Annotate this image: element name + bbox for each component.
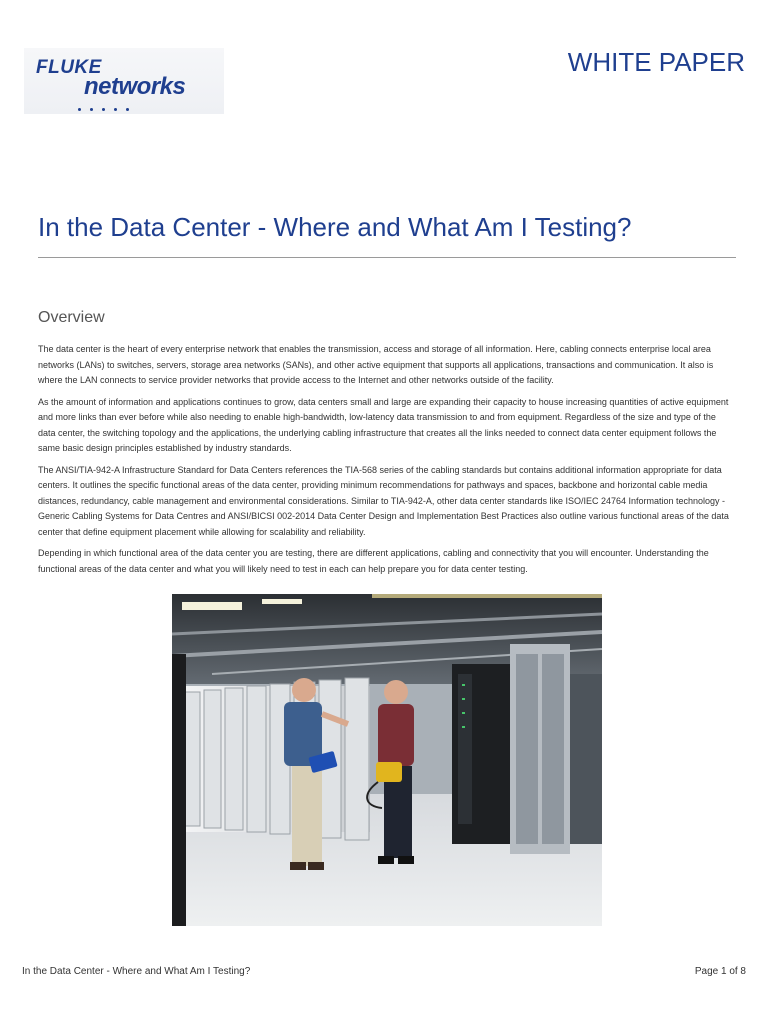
section-heading: Overview (38, 309, 105, 326)
page-number: Page 1 of 8 (694, 966, 746, 977)
paragraph: As the amount of information and applications continues to grow, data centers small and large are expanding their capacity to house increasing quantities of active equipment and more links than ever before while also needing to enable high-bandwidth, low-latency data transmission to and from equipment. Regardless of the size and type of the data center, the switching topology and the applications, the underlying cabling infrastructure that creates all the links needed to connect data center equipment follows the same basic design principles established by industry standards. (38, 396, 729, 453)
section-body (38, 342, 734, 583)
paragraph: Depending in which functional area of the data center you are testing, there are different applications, cabling and connectivity that you will encounter. Understanding the functional areas of the data center and what you will likely need to test in each can help prepare you for data center testing. (38, 548, 709, 574)
title-divider (38, 257, 736, 258)
document-type-label: WHITE PAPER (567, 47, 745, 77)
fluke-networks-logo (24, 48, 224, 114)
logo-sub-text: networks (84, 73, 186, 100)
logo-brand-text: FLUKE (36, 57, 102, 78)
logo-dots-icon (78, 98, 138, 116)
data-center-photo (172, 594, 602, 926)
footer-title: In the Data Center - Where and What Am I Testing? (22, 966, 251, 977)
paragraph: The ANSI/TIA-942-A Infrastructure Standard for Data Centers references the TIA-568 series of the cabling standards but contains additional information appropriate for data centers. It outlines the specific functional areas of the data center, providing minimum recommendations for pathways and spaces, backbone and horizontal cable media distances, redundancy, cable management and environmental considerations. Similar to TIA-942-A, other data center standards like ISO/IEC 24764 Information technology - Generic Cabling Systems for Data Centres and ANSI/BICSI 002-2014 Data Center Design and Implementation Best Practices also outline various functional areas of the data center that define equipment placement while allowing for scalability and reliability. (38, 464, 729, 537)
page-title: In the Data Center - Where and What Am I Testing? (38, 212, 632, 242)
paragraph: The data center is the heart of every enterprise network that enables the transmission, access and storage of all information. Here, cabling connects enterprise local area networks (LANs) to switches, servers, storage area networks (SANs), and other active equipment that supports all applications, transactions and communication. It also is where the LAN connects to service provider networks that provide access to the Internet and other networks outside of the facility. (38, 344, 714, 385)
